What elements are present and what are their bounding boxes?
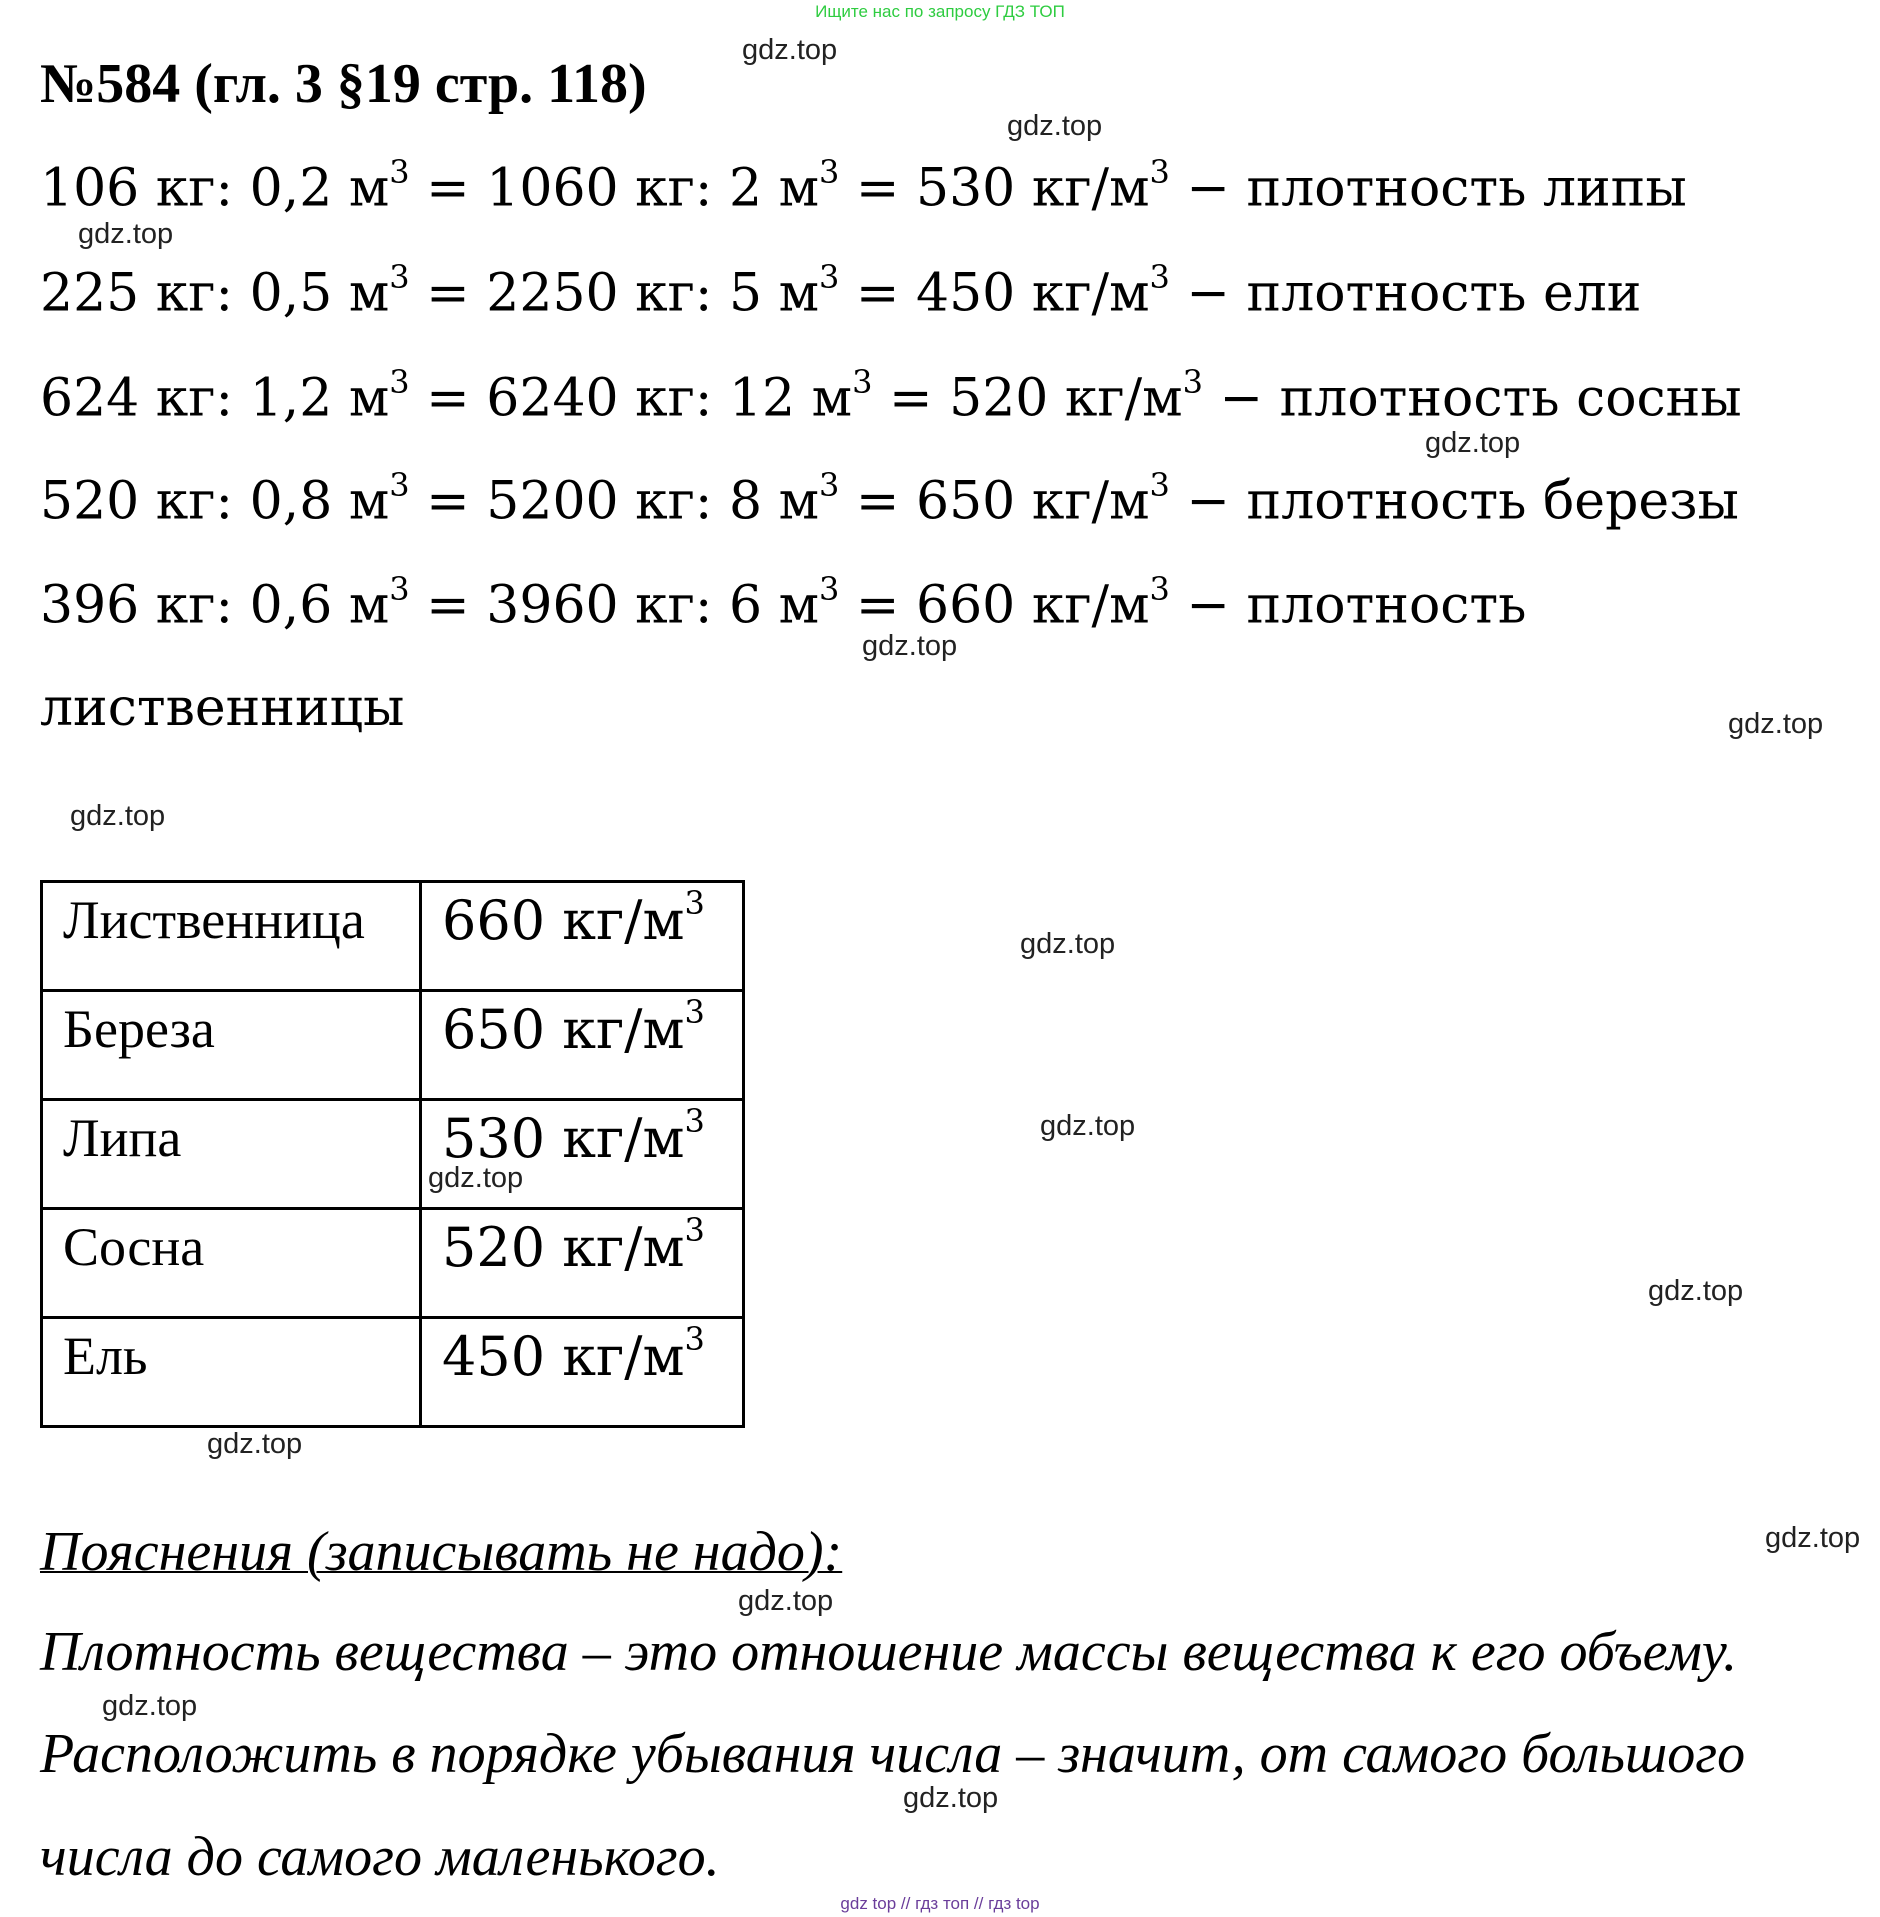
watermark: gdz.top <box>428 1162 524 1194</box>
exp: 3 <box>389 466 410 504</box>
watermark: gdz.top <box>1728 708 1824 740</box>
watermark: gdz.top <box>862 630 958 662</box>
exp: 3 <box>819 258 840 296</box>
watermark: gdz.top <box>1765 1522 1861 1554</box>
footer-text: gdz top // гдз топ // гдз top <box>840 1894 1040 1913</box>
eq-label: плотность липы <box>1246 158 1687 219</box>
eq-volume: 0,8 м <box>249 471 390 532</box>
wood-name: Липа <box>42 1100 421 1209</box>
watermark: gdz.top <box>1020 928 1116 960</box>
eq-label: плотность сосны <box>1279 368 1742 429</box>
exp: 3 <box>389 153 410 191</box>
density-value: 650 кг/м <box>442 998 685 1061</box>
wood-name: Лиственница <box>42 882 421 991</box>
eq-volume: 0,2 м <box>249 158 390 219</box>
equation-row: 396 кг: 0,6 $м^3 = 3960$ кг: 6 $м^3 = 660$ $кг/м^3$ − плотность <box>40 570 1527 636</box>
eq-mass: 520 кг <box>40 471 216 532</box>
equation-row: 624 кг: 1,2 $м^3 = 6240$ кг: 12 $м^3 = 520$ $кг/м^3$ − плотность сосны <box>40 363 1742 429</box>
eq-volume: 0,5 м <box>249 263 390 324</box>
density-value: 660 кг/м <box>442 889 685 952</box>
eq-density: 650 <box>916 471 1016 532</box>
watermark: gdz.top <box>742 34 838 66</box>
watermark: gdz.top <box>207 1428 303 1460</box>
eq-unit: кг/м <box>1031 471 1150 532</box>
eq-density: 450 <box>916 263 1016 324</box>
eq-label: плотность <box>1246 575 1527 636</box>
exp: 3 <box>389 363 410 401</box>
eq-mass: 396 кг <box>40 575 216 636</box>
watermark: gdz.top <box>1425 427 1521 459</box>
eq-density: 660 <box>916 575 1016 636</box>
eq-unit: кг/м <box>1031 263 1150 324</box>
eq-unit: кг/м <box>1064 368 1183 429</box>
density-value: 520 кг/м <box>442 1216 685 1279</box>
wood-name: Береза <box>42 991 421 1100</box>
table-row <box>42 1100 744 1209</box>
watermark: gdz.top <box>738 1585 834 1617</box>
equation-row: 106 кг: 0,2 $м^3 = 1060$ кг: 2 $м^3 = 530$ $кг/м^3$ − плотность липы <box>40 153 1687 219</box>
exp: 3 <box>1149 466 1170 504</box>
wood-density <box>421 991 744 1100</box>
exp: 3 <box>684 1211 705 1249</box>
eq-volume: 0,6 м <box>249 575 390 636</box>
eq-mass10: 1060 кг <box>486 158 695 219</box>
eq-mass10: 6240 кг <box>486 368 695 429</box>
density-table <box>40 880 745 1428</box>
problem-title: №584 (гл. 3 §19 стр. 118) <box>40 53 647 115</box>
top-banner: Ищите нас по запросу ГДЗ ТОП <box>815 2 1065 21</box>
eq-density: 520 <box>949 368 1049 429</box>
explanation-heading: Пояснения (записывать не надо): <box>40 1521 843 1583</box>
watermark: gdz.top <box>78 218 174 250</box>
equation-row: 520 кг: 0,8 $м^3 = 5200$ кг: 8 $м^3 = 650$ $кг/м^3$ − плотность березы <box>40 466 1739 532</box>
wood-name: Сосна <box>42 1209 421 1318</box>
eq-mass: 624 кг <box>40 368 216 429</box>
eq-volume10: 5 м <box>728 263 820 324</box>
exp: 3 <box>684 1102 705 1140</box>
watermark: gdz.top <box>1040 1110 1136 1142</box>
exp: 3 <box>1182 363 1203 401</box>
table-row <box>42 882 744 991</box>
exp: 3 <box>389 570 410 608</box>
exp: 3 <box>389 258 410 296</box>
eq-volume: 1,2 м <box>249 368 390 429</box>
watermark: gdz.top <box>70 800 166 832</box>
exp: 3 <box>1149 258 1170 296</box>
exp: 3 <box>819 153 840 191</box>
exp: 3 <box>684 1320 705 1358</box>
explanation-line: Расположить в порядке убывания числа – значит, от самого большого <box>40 1723 1746 1785</box>
eq-density: 530 <box>916 158 1016 219</box>
eq-volume10: 12 м <box>728 368 853 429</box>
table-row <box>42 991 744 1100</box>
wood-density <box>421 1209 744 1318</box>
exp: 3 <box>819 570 840 608</box>
exp: 3 <box>684 993 705 1031</box>
eq-mass10: 2250 кг <box>486 263 695 324</box>
watermark: gdz.top <box>1648 1275 1744 1307</box>
density-value: 530 кг/м <box>442 1107 685 1170</box>
eq-volume10: 6 м <box>728 575 820 636</box>
eq-mass10: 5200 кг <box>486 471 695 532</box>
exp: 3 <box>1149 570 1170 608</box>
wood-density <box>421 1318 744 1427</box>
watermark: gdz.top <box>1007 110 1103 142</box>
exp: 3 <box>852 363 873 401</box>
equation-row: 225 кг: 0,5 $м^3 = 2250$ кг: 5 $м^3 = 450$ $кг/м^3$ − плотность ели <box>40 258 1642 324</box>
density-value: 450 кг/м <box>442 1325 685 1388</box>
explanation-line: Плотность вещества – это отношение массы вещества к его объему. <box>40 1621 1738 1683</box>
watermark: gdz.top <box>903 1782 999 1814</box>
wood-name: Ель <box>42 1318 421 1427</box>
eq-mass10: 3960 кг <box>486 575 695 636</box>
exp: 3 <box>1149 153 1170 191</box>
exp: 3 <box>819 466 840 504</box>
explanation-line: числа до самого маленького. <box>40 1826 720 1888</box>
table-row <box>42 1209 744 1318</box>
table-row <box>42 1318 744 1427</box>
wood-density <box>421 882 744 991</box>
eq-label: плотность березы <box>1246 471 1739 532</box>
eq-volume10: 2 м <box>728 158 820 219</box>
watermark: gdz.top <box>102 1690 198 1722</box>
eq-volume10: 8 м <box>728 471 820 532</box>
eq-mass: 225 кг <box>40 263 216 324</box>
eq-unit: кг/м <box>1031 575 1150 636</box>
eq-unit: кг/м <box>1031 158 1150 219</box>
equation-tail: лиственницы <box>40 678 405 738</box>
eq-label: плотность ели <box>1246 263 1642 324</box>
eq-mass: 106 кг <box>40 158 216 219</box>
exp: 3 <box>684 884 705 922</box>
